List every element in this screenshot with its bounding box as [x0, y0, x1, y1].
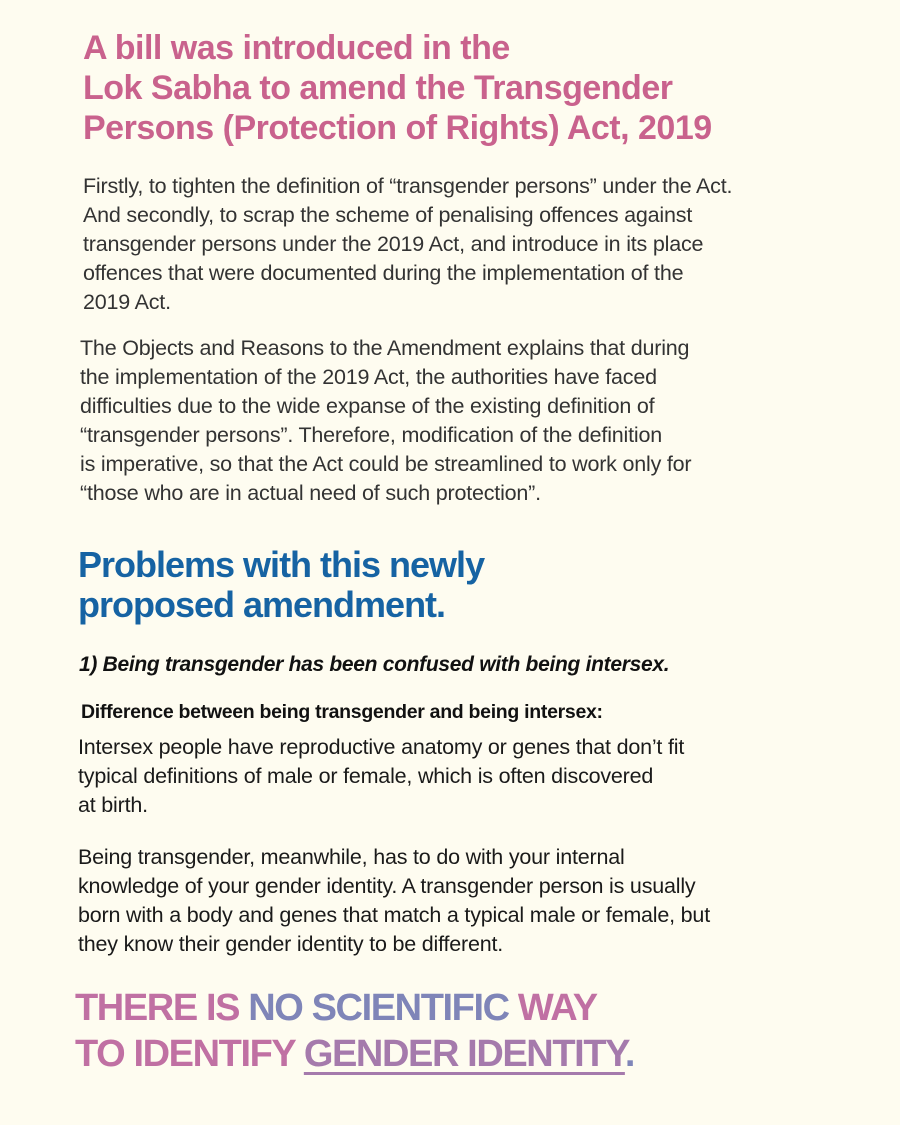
- difference-heading: Difference between being transgender and being intersex:: [81, 701, 603, 723]
- slogan-fragment: THERE IS: [75, 987, 249, 1029]
- bill-purpose-paragraph: [83, 172, 863, 317]
- paragraph-line: Intersex people have reproductive anatomy or genes that don’t fit: [78, 735, 685, 759]
- paragraph-line: And secondly, to scrap the scheme of penalising offences against: [83, 203, 693, 227]
- paragraph-line: they know their gender identity to be different.: [78, 932, 504, 956]
- title-line: Persons (Protection of Rights) Act, 2019: [83, 109, 712, 147]
- slogan-fragment: .: [624, 1033, 635, 1075]
- slogan-fragment: NO SCIENTIFIC: [248, 987, 509, 1029]
- slogan-fragment: TO IDENTIFY: [75, 1033, 304, 1075]
- slogan-underlined-fragment: GENDER IDENTITY: [303, 1033, 625, 1075]
- heading-line: proposed amendment.: [78, 584, 446, 625]
- objects-and-reasons-paragraph: [80, 334, 860, 508]
- heading-line: Problems with this newly: [78, 544, 485, 585]
- paragraph-line: knowledge of your gender identity. A transgender person is usually: [78, 874, 696, 898]
- paragraph-line: 2019 Act.: [83, 290, 171, 314]
- paragraph-line: Firstly, to tighten the definition of “transgender persons” under the Act.: [83, 174, 733, 198]
- page-title: [83, 28, 843, 148]
- transgender-paragraph: [78, 843, 710, 959]
- closing-slogan: [75, 985, 634, 1077]
- paragraph-line: The Objects and Reasons to the Amendment explains that during: [80, 336, 690, 360]
- paragraph-line: born with a body and genes that match a typical male or female, but: [78, 903, 710, 927]
- paragraph-line: difficulties due to the wide expanse of the existing definition of: [80, 394, 655, 418]
- paragraph-line: is imperative, so that the Act could be streamlined to work only for: [80, 452, 692, 476]
- paragraph-line: the implementation of the 2019 Act, the authorities have faced: [80, 365, 657, 389]
- intersex-paragraph: [78, 733, 684, 820]
- paragraph-line: offences that were documented during the implementation of the: [83, 261, 684, 285]
- paragraph-line: at birth.: [78, 793, 148, 817]
- problem-point-1: 1) Being transgender has been confused with being intersex.: [79, 653, 670, 676]
- slogan-line-1: [75, 985, 634, 1031]
- slogan-line-2: [75, 1031, 634, 1077]
- paragraph-line: “transgender persons”. Therefore, modification of the definition: [80, 423, 662, 447]
- paragraph-line: Being transgender, meanwhile, has to do with your internal: [78, 845, 625, 869]
- problems-heading: [78, 545, 484, 625]
- paragraph-line: typical definitions of male or female, which is often discovered: [78, 764, 654, 788]
- title-line: Lok Sabha to amend the Transgender: [83, 69, 673, 107]
- slogan-fragment: WAY: [508, 987, 597, 1029]
- title-line: A bill was introduced in the: [83, 29, 510, 67]
- paragraph-line: transgender persons under the 2019 Act, and introduce in its place: [83, 232, 704, 256]
- paragraph-line: “those who are in actual need of such protection”.: [80, 481, 541, 505]
